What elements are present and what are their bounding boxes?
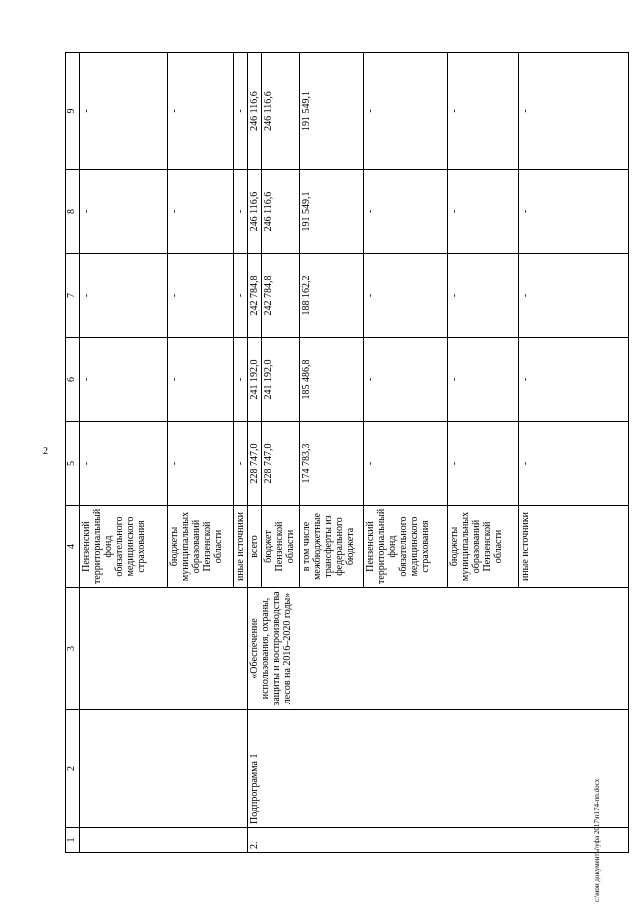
value-cell: - <box>80 53 168 170</box>
column-header: 7 <box>66 254 80 338</box>
column-header: 2 <box>66 710 80 828</box>
value-cell: 188 162,2 <box>300 254 364 338</box>
value-cell: 174 783,3 <box>300 422 364 506</box>
value-cell: 241 192,0 <box>262 338 300 422</box>
file-path-footer: c:\мои документы\уфа 2017\п174-пп.docx <box>593 778 601 902</box>
source-label: бюджет Пензенской области <box>262 506 300 588</box>
value-cell: 246 116,6 <box>248 170 262 254</box>
program-title-cell <box>80 588 248 710</box>
value-cell: - <box>364 170 448 254</box>
value-cell: - <box>168 53 234 170</box>
value-cell: 242 784,8 <box>262 254 300 338</box>
value-cell: 191 549,1 <box>300 170 364 254</box>
value-cell: - <box>519 422 629 506</box>
row-number-cell: 2. <box>248 828 629 853</box>
value-cell: - <box>519 254 629 338</box>
value-cell: - <box>519 170 629 254</box>
value-cell: 246 116,6 <box>248 53 262 170</box>
value-cell: - <box>234 422 248 506</box>
column-header: 3 <box>66 588 80 710</box>
value-cell: - <box>80 170 168 254</box>
value-cell: - <box>448 422 519 506</box>
value-cell: - <box>168 422 234 506</box>
column-header: 6 <box>66 338 80 422</box>
value-cell: - <box>234 53 248 170</box>
value-cell: - <box>364 254 448 338</box>
column-header: 8 <box>66 170 80 254</box>
column-header: 4 <box>66 506 80 588</box>
row-number-cell <box>80 828 248 853</box>
table-row <box>80 53 168 853</box>
value-cell: - <box>519 53 629 170</box>
source-label: Пензенский территориальный фонд обязательного медицинского страхования <box>364 506 448 588</box>
value-cell: - <box>80 338 168 422</box>
value-cell: - <box>234 254 248 338</box>
program-title-cell: «Обеспечение использования, охраны, защиты и воспроизводства лесов на 2016–2020 годы» <box>248 588 629 710</box>
value-cell: - <box>168 254 234 338</box>
value-cell: - <box>448 338 519 422</box>
value-cell: - <box>448 254 519 338</box>
value-cell: - <box>168 170 234 254</box>
value-cell: - <box>448 170 519 254</box>
program-name-cell: Подпрограмма 1 <box>248 710 629 828</box>
value-cell: 246 116,6 <box>262 170 300 254</box>
column-header: 5 <box>66 422 80 506</box>
value-cell: 241 192,0 <box>248 338 262 422</box>
column-header: 9 <box>66 53 80 170</box>
value-cell: 228 747,0 <box>248 422 262 506</box>
source-label: всего <box>248 506 262 588</box>
source-label: Пензенский территориальный фонд обязательного медицинского страхования <box>80 506 168 588</box>
value-cell: 191 549,1 <box>300 53 364 170</box>
budget-table <box>65 52 629 853</box>
table-row <box>248 53 262 853</box>
source-label: иные источники <box>519 506 629 588</box>
source-label: иные источники <box>234 506 248 588</box>
header-row <box>66 53 80 853</box>
value-cell: 185 486,8 <box>300 338 364 422</box>
program-name-cell <box>80 710 248 828</box>
value-cell: - <box>80 422 168 506</box>
value-cell: - <box>448 53 519 170</box>
budget-table-rotated <box>65 53 620 853</box>
value-cell: 228 747,0 <box>262 422 300 506</box>
value-cell: 246 116,6 <box>262 53 300 170</box>
value-cell: - <box>519 338 629 422</box>
value-cell: - <box>364 422 448 506</box>
value-cell: 242 784,8 <box>248 254 262 338</box>
value-cell: - <box>80 254 168 338</box>
source-label: бюджеты муниципальных образований Пензенской области <box>448 506 519 588</box>
page-number: 2 <box>43 446 48 457</box>
source-label: в том числе межбюджетные трансферты из федерального бюджета <box>300 506 364 588</box>
value-cell: - <box>168 338 234 422</box>
column-header: 1 <box>66 828 80 853</box>
value-cell: - <box>364 338 448 422</box>
value-cell: - <box>234 338 248 422</box>
value-cell: - <box>234 170 248 254</box>
source-label: бюджеты муниципальных образований Пензенской области <box>168 506 234 588</box>
value-cell: - <box>364 53 448 170</box>
